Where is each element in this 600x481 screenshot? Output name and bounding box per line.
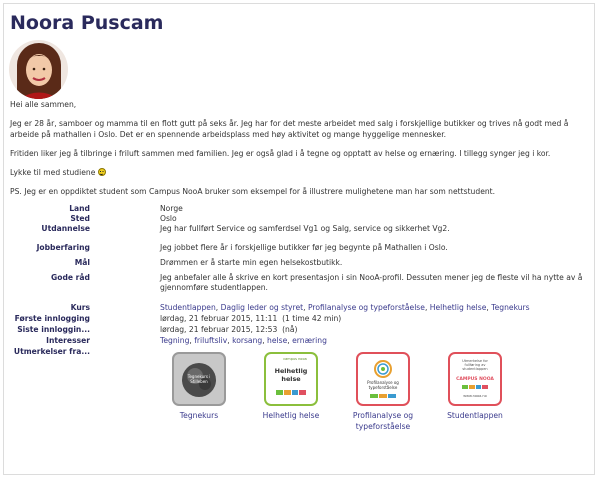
label-sted: Sted — [70, 214, 90, 223]
value-gode-raad: Jeg anbefaler alle å skrive en kort presentasjon i sin NooA-profil. Dessuten mener jeg de fleste vil ha nytte av å gjennomføre studentlappen. — [160, 273, 583, 292]
label-utmerkelser: Utmerkelser fra... — [13, 347, 90, 356]
course-link-profilanalyse[interactable]: Profilanalyse og typeforståelse — [307, 303, 425, 312]
course-list: Studentlappen, Daglig leder og styret, Profilanalyse og typeforståelse, Helhetlig helse, Tegnekurs — [160, 303, 530, 312]
badge-caption-helhetlig-helse[interactable]: Helhetlig helse — [262, 411, 320, 420]
course-link-daglig-leder[interactable]: Daglig leder og styret — [220, 303, 304, 312]
label-land: Land — [69, 204, 90, 213]
interest-list: Tegning, friluftsliv, korsang, helse, ernæring — [160, 336, 327, 345]
intro-text — [10, 99, 586, 205]
intro-paragraph-4: PS. Jeg er en oppdiktet student som Campus NooA bruker som eksempel for å illustrere mulighetene man har som nettstudent. — [10, 187, 496, 196]
badge-caption-studentlappen[interactable]: Studentlappen — [447, 411, 503, 420]
intro-paragraph-3 — [10, 167, 586, 178]
intro-paragraph-1: Jeg er 28 år, samboer og mamma til en flott gutt på seks år. Jeg har for det meste arbeidet med salg i forskjellige butikker og trives nå godt med å arbeide på mathallen i Oslo. Det er en spennende arbeidsplass med høy aktivitet og mange hyggelige mennesker. — [10, 119, 569, 139]
value-land: Norge — [160, 204, 183, 213]
label-kurs: Kurs — [70, 303, 90, 312]
label-siste-innlogging: Siste innloggin... — [17, 325, 90, 334]
helhetlig-helse-badge-title: Helhetlig helse — [274, 367, 308, 383]
interest-link-ernaering[interactable]: ernæring — [292, 336, 327, 345]
intro-paragraph-2: Fritiden liker jeg å tilbringe i friluft sammen med familien. Jeg er også glad i å tegne og opptatt av helse og ernæring. I tillegg synger jeg i kor. — [10, 149, 551, 158]
studentlappen-badge-icon: Utmerkelse for fullføring av studentlappen CAMPUS NOOA www.nooa.no — [448, 352, 502, 406]
intro-luck-text: Lykke til med studiene — [10, 168, 96, 177]
interest-link-friluftsliv[interactable]: friluftsliv — [194, 336, 228, 345]
value-forste-innlogging: lørdag, 21 februar 2015, 11:11 (1 time 42 min) — [160, 314, 342, 323]
label-jobberfaring: Jobberfaring — [36, 243, 90, 252]
label-interesser: Interesser — [46, 336, 90, 345]
avatar — [9, 40, 68, 99]
badge-caption-profilanalyse[interactable]: Profilanalyse og typeforståelse — [352, 411, 414, 431]
profile-name: Noora Puscam — [10, 12, 164, 34]
label-gode-raad: Gode råd — [51, 273, 90, 282]
badge-helhetlig-helse[interactable] — [250, 352, 332, 421]
label-maal: Mål — [74, 258, 90, 267]
tegnekurs-badge-icon: Tegnekurs i Stilleben — [172, 352, 226, 406]
value-sted: Oslo — [160, 214, 177, 223]
badge-caption-tegnekurs[interactable]: Tegnekurs — [179, 411, 219, 420]
greeting: Hei alle sammen, — [10, 100, 77, 109]
value-maal: Drømmen er å starte min egen helsekostbutikk. — [160, 258, 343, 267]
course-link-tegnekurs[interactable]: Tegnekurs — [491, 303, 530, 312]
interest-link-helse[interactable]: helse — [267, 336, 288, 345]
course-link-helhetlig-helse[interactable]: Helhetlig helse — [429, 303, 487, 312]
value-utdannelse: Jeg har fullført Service og samferdsel Vg1 og Salg, service og sikkerhet Vg2. — [160, 224, 450, 233]
badge-list — [158, 352, 538, 442]
smiley-icon — [98, 168, 106, 176]
label-utdannelse: Utdannelse — [41, 224, 90, 233]
badge-studentlappen[interactable] — [434, 352, 516, 421]
helhetlig-helse-badge-icon: campus nooa Helhetlig helse — [264, 352, 318, 406]
course-link-studentlappen[interactable]: Studentlappen — [160, 303, 216, 312]
interest-link-korsang[interactable]: korsang — [232, 336, 263, 345]
value-siste-innlogging: lørdag, 21 februar 2015, 12:53 (nå) — [160, 325, 298, 334]
badge-tegnekurs[interactable] — [158, 352, 240, 421]
profile-details — [10, 204, 586, 358]
interest-link-tegning[interactable]: Tegning — [160, 336, 190, 345]
value-jobberfaring: Jeg jobbet flere år i forskjellige butikker før jeg begynte på Mathallen i Oslo. — [160, 243, 448, 252]
label-forste-innlogging: Første innlogging — [14, 314, 90, 323]
badge-profilanalyse[interactable] — [342, 352, 424, 432]
profilanalyse-badge-icon: Profilanalyse og typeforståelse — [356, 352, 410, 406]
